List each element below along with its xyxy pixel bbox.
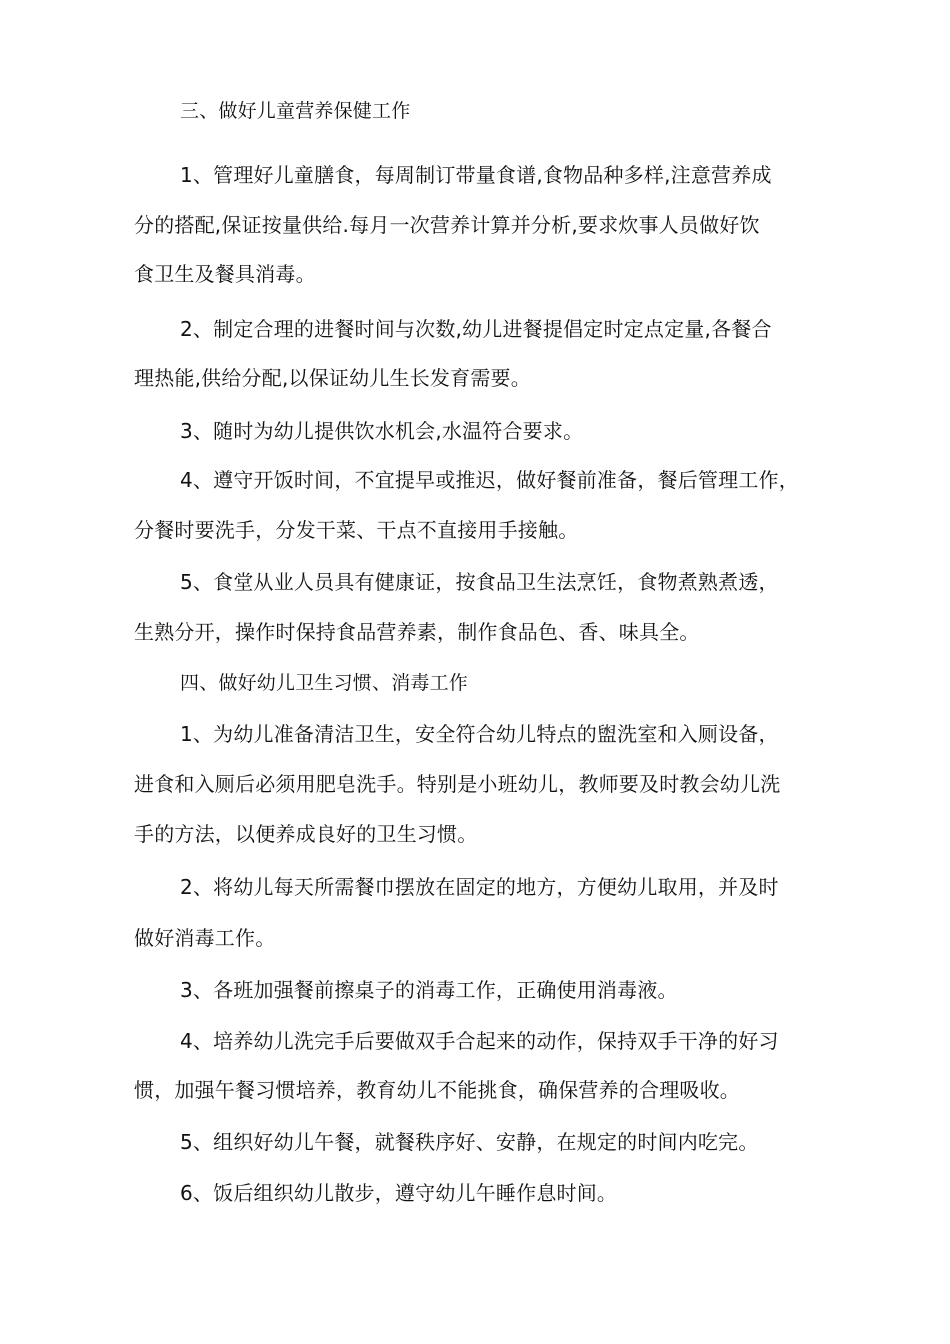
paragraph-line: 4、培养幼儿洗完手后要做双手合起来的动作，保持双手干净的好习 xyxy=(180,1029,779,1053)
paragraph-line: 4、遵守开饭时间，不宜提早或推迟，做好餐前准备，餐后管理工作， xyxy=(180,468,799,492)
paragraph-line: 分的搭配,保证按量供给.每月一次营养计算并分析,要求炊事人员做好饮 xyxy=(134,213,760,237)
paragraph-line: 食卫生及餐具消毒。 xyxy=(134,262,316,286)
paragraph-line: 3、随时为幼儿提供饮水机会,水温符合要求。 xyxy=(180,419,584,443)
paragraph-line: 3、各班加强餐前擦桌子的消毒工作，正确使用消毒液。 xyxy=(180,978,678,1002)
paragraph-line: 5、组织好幼儿午餐，就餐秩序好、安静，在规定的时间内吃完。 xyxy=(180,1130,759,1154)
paragraph-line: 6、饭后组织幼儿散步，遵守幼儿午睡作息时间。 xyxy=(180,1181,618,1205)
paragraph-line: 分餐时要洗手，分发干菜、干点不直接用手接触。 xyxy=(134,518,579,542)
paragraph-line: 惯，加强午餐习惯培养，教育幼儿不能挑食，确保营养的合理吸收。 xyxy=(134,1078,740,1102)
paragraph-line: 进食和入厕后必须用肥皂洗手。特别是小班幼儿，教师要及时教会幼儿洗 xyxy=(134,772,781,796)
paragraph-line: 手的方法，以便养成良好的卫生习惯。 xyxy=(134,822,478,846)
section-heading-4: 四、做好幼儿卫生习惯、消毒工作 xyxy=(180,672,469,694)
paragraph-line: 1、为幼儿准备清洁卫生，安全符合幼儿特点的盥洗室和入厕设备， xyxy=(180,722,779,746)
paragraph-line: 1、管理好儿童膳食，每周制订带量食谱,食物品种多样,注意营养成 xyxy=(180,163,772,187)
paragraph-line: 做好消毒工作。 xyxy=(134,926,276,950)
paragraph-line: 2、制定合理的进餐时间与次数,幼儿进餐提倡定时定点定量,各餐合 xyxy=(180,317,772,341)
section-heading-3: 三、做好儿童营养保健工作 xyxy=(180,100,411,122)
paragraph-line: 5、食堂从业人员具有健康证，按食品卫生法烹饪，食物煮熟煮透， xyxy=(180,570,779,594)
paragraph-line: 2、将幼儿每天所需餐巾摆放在固定的地方，方便幼儿取用，并及时 xyxy=(180,875,779,899)
paragraph-line: 生熟分开，操作时保持食品营养素，制作食品色、香、味具全。 xyxy=(134,620,700,644)
paragraph-line: 理热能,供给分配,以保证幼儿生长发育需要。 xyxy=(134,366,531,390)
